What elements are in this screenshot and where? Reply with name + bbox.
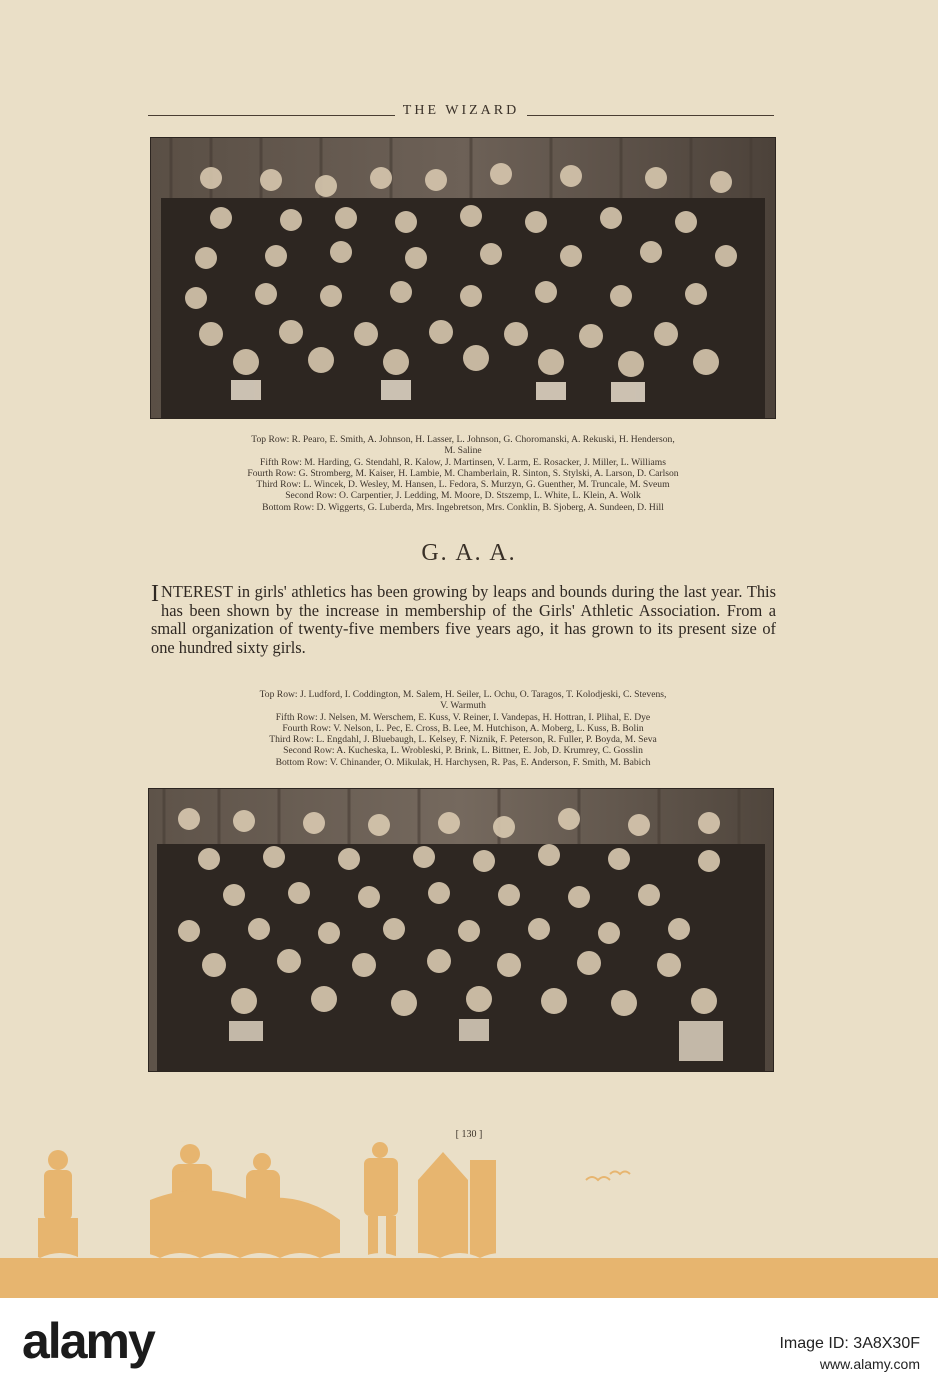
caption-row: Bottom Row: D. Wiggerts, G. Luberda, Mrs. Ingebretson, Mrs. Conklin, B. Sjoberg, A. Sundeen, D. Hill <box>262 501 664 513</box>
header-rule-left <box>148 115 395 116</box>
section-heading: G. A. A. <box>421 540 517 566</box>
team-photo-top <box>150 137 776 419</box>
decorative-border-illustration <box>0 1140 938 1300</box>
image-id-block <box>400 1334 920 1374</box>
caption-row: Bottom Row: V. Chinander, O. Mikulak, H. Harchysen, R. Pas, E. Anderson, F. Smith, M. Babich <box>275 756 651 768</box>
section-body <box>151 583 776 657</box>
caption-row: V. Warmuth <box>440 700 486 712</box>
caption-row: Top Row: R. Pearo, E. Smith, A. Johnson, H. Lasser, L. Johnson, G. Choromanski, A. Rekuski, H. Henderson, <box>251 434 675 445</box>
drop-cap: I <box>151 581 159 607</box>
caption-row: Second Row: A. Kucheska, L. Wrobleski, P. Brink, L. Bittner, E. Job, D. Krumrey, C. Gosslin <box>283 745 643 757</box>
photo-caption-bottom <box>148 689 778 768</box>
page-header <box>148 104 774 118</box>
caption-row: Third Row: L. Wincek, D. Wesley, M. Hansen, L. Fedora, S. Murzyn, G. Guenther, M. Truncale, M. Sveum <box>256 479 670 491</box>
caption-row: Top Row: J. Ludford, I. Coddington, M. Salem, H. Seiler, L. Ochu, O. Taragos, T. Kolodjeski, C. Stevens, <box>259 689 667 700</box>
running-title: THE WIZARD <box>402 103 520 118</box>
caption-row: Fourth Row: V. Nelson, L. Pec, E. Cross, B. Lee, M. Hutchison, A. Moberg, L. Kuss, B. Bolin <box>282 722 644 734</box>
group-photo-illustration <box>151 138 775 418</box>
alamy-logo: alamy <box>22 1313 154 1369</box>
caption-row: Fifth Row: J. Nelsen, M. Werschem, E. Kuss, V. Reiner, I. Vandepas, H. Hottran, I. Plihal, E. Dye <box>275 711 651 723</box>
caption-row: Fifth Row: M. Harding, G. Stendahl, R. Kalow, J. Martinsen, V. Larm, E. Rosacker, J. Miller, L. Williams <box>260 456 666 468</box>
page-number: [ 130 ] <box>455 1129 483 1140</box>
image-id: Image ID: 3A8X30F <box>779 1335 920 1352</box>
caption-row: Third Row: L. Engdahl, J. Bluebaugh, L. Kelsey, F. Niznik, F. Peterson, R. Fuller, P. Boyda, M. Seva <box>269 734 657 746</box>
photo-caption-top <box>148 434 778 513</box>
caption-row: Fourth Row: G. Stromberg, M. Kaiser, H. Lambie, M. Chamberlain, R. Sinton, S. Stylski, A. Larson, D. Carlson <box>247 467 679 479</box>
watermark-url: www.alamy.com <box>819 1356 920 1372</box>
team-photo-bottom <box>148 788 774 1072</box>
caption-row: M. Saline <box>444 445 482 457</box>
body-paragraph: NTEREST in girls' athletics has been growing by leaps and bounds during the last year. This has been shown by the increase in membership of the Girls' Athletic Association. From a small organization of twenty-five members five years ago, it has grown to its present size of one hundred sixty girls. <box>151 582 776 657</box>
caption-row: Second Row: O. Carpentier, J. Ledding, M. Moore, D. Stszemp, L. White, L. Klein, A. Wolk <box>285 490 641 502</box>
header-rule-right <box>527 115 774 116</box>
group-photo-illustration <box>149 789 773 1071</box>
